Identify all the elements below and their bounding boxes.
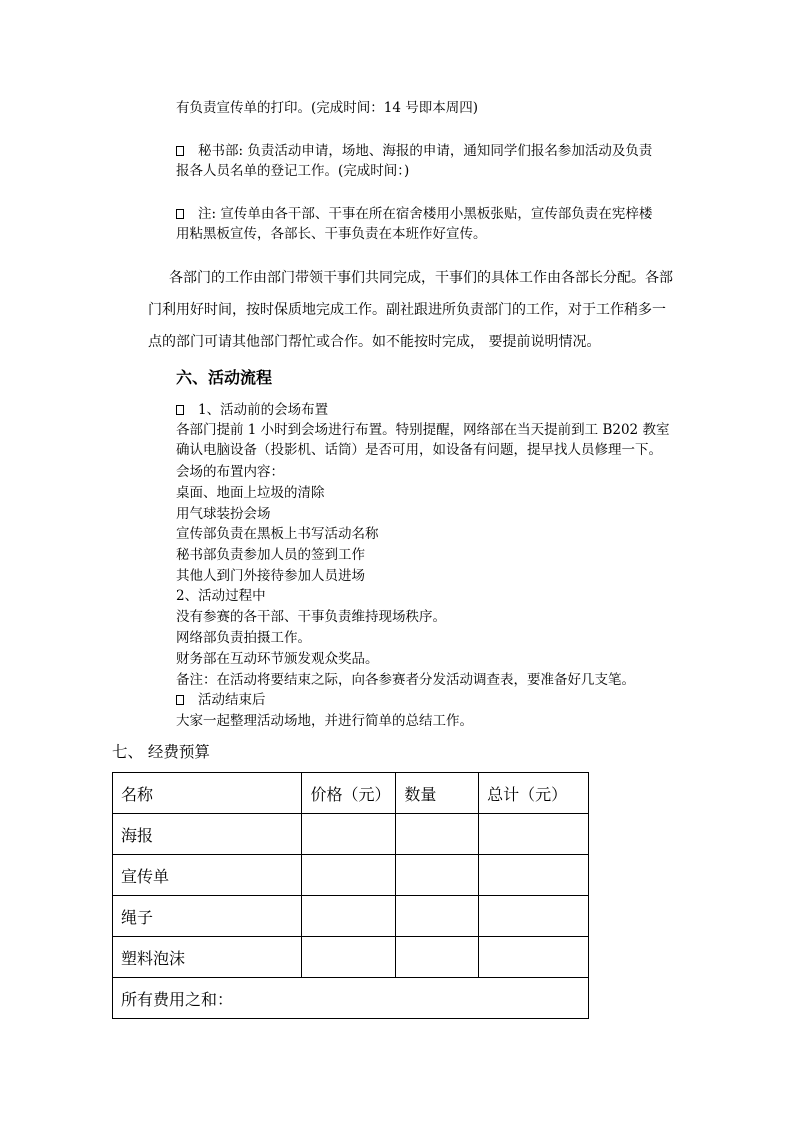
item-name-cell: 塑料泡沫 [113, 937, 302, 978]
table-total-row [113, 978, 589, 1019]
budget-table [112, 772, 589, 1019]
total-cell [479, 814, 589, 855]
flow-line-6: 用气球装扮会场 [176, 506, 271, 522]
item-name-cell: 海报 [113, 814, 302, 855]
table-row [113, 814, 589, 855]
item-name-cell: 宣传单 [113, 855, 302, 896]
total-sum-cell: 所有费用之和： [113, 978, 589, 1019]
flow-line-16: 大家一起整理活动场地，并进行简单的总结工作。 [176, 713, 473, 729]
total-cell [479, 855, 589, 896]
note-line-1 [176, 204, 652, 224]
price-cell [302, 814, 396, 855]
secretary-text-1: 秘书部: 负责活动申请，场地、海报的申请，通知同学们报名参加活动及负责 [198, 143, 653, 159]
price-cell [302, 896, 396, 937]
header-cell: 数量 [396, 773, 479, 814]
checkbox-bullet-icon [176, 209, 184, 219]
flow-line-4: 会场的布置内容： [176, 464, 284, 480]
header-cell: 总计（元） [479, 773, 589, 814]
table-row [113, 937, 589, 978]
total-cell [479, 937, 589, 978]
flow-line-2: 各部门提前 1 小时到会场进行布置。特别提醒，网络部在当天提前到工 B202 教室 [176, 422, 670, 438]
total-cell [479, 896, 589, 937]
department-paragraph: 各部门的工作由部门带领干事们共同完成，干事们的具体工作由各部长分配。各部门利用好时间，按时保质地完成工作。副社跟进所负责部门的工作，对于工作稍多一点的部门可请其他部门帮忙或合作。如不能按时完成， 要提前说明情况。 [148, 270, 673, 350]
flow-line-13: 财务部在互动环节颁发观众奖品。 [176, 651, 379, 667]
table-row [113, 896, 589, 937]
quantity-cell [396, 814, 479, 855]
checkbox-bullet-icon [176, 695, 184, 705]
flow-text-15: 活动结束后 [198, 692, 266, 708]
print-task-line: 有负责宣传单的打印。(完成时间：14 号即本周四) [176, 100, 479, 116]
price-cell [302, 855, 396, 896]
checkbox-bullet-icon [176, 405, 184, 415]
header-cell: 价格（元） [302, 773, 396, 814]
flow-line-12: 网络部负责拍摄工作。 [176, 630, 311, 646]
section6-heading: 六、活动流程 [176, 368, 273, 387]
table-row [113, 855, 589, 896]
flow-line-3: 确认电脑设备（投影机、话筒）是否可用，如设备有问题，提早找人员修理一下。 [176, 442, 662, 458]
secretary-line-2: 报各人员名单的登记工作。(完成时间：) [176, 163, 410, 179]
note-line-2: 用粘黑板宣传，各部长、干事负责在本班作好宣传。 [176, 226, 487, 242]
flow-line-5: 桌面、地面上垃圾的清除 [176, 485, 325, 501]
item-name-cell: 绳子 [113, 896, 302, 937]
flow-text-1: 1、活动前的会场布置 [198, 402, 329, 418]
flow-line-15 [176, 690, 266, 710]
section7-heading: 七、 经费预算 [112, 743, 210, 761]
quantity-cell [396, 937, 479, 978]
note-text-1: 注: 宣传单由各干部、干事在所在宿舍楼用小黑板张贴，宣传部负责在宪梓楼 [198, 206, 653, 222]
flow-line-8: 秘书部负责参加人员的签到工作 [176, 547, 365, 563]
quantity-cell [396, 896, 479, 937]
flow-line-11: 没有参赛的各干部、干事负责维持现场秩序。 [176, 609, 446, 625]
quantity-cell [396, 855, 479, 896]
header-cell: 名称 [113, 773, 302, 814]
secretary-line-1 [176, 141, 652, 161]
flow-line-7: 宣传部负责在黑板上书写活动名称 [176, 526, 379, 542]
checkbox-bullet-icon [176, 146, 184, 156]
flow-line-14: 备注：在活动将要结束之际，向各参赛者分发活动调查表，要准备好几支笔。 [176, 672, 635, 688]
flow-line-1 [176, 400, 328, 420]
flow-line-10: 2、活动过程中 [176, 588, 266, 604]
table-header-row [113, 773, 589, 814]
flow-line-9: 其他人到门外接待参加人员进场 [176, 568, 365, 584]
price-cell [302, 937, 396, 978]
